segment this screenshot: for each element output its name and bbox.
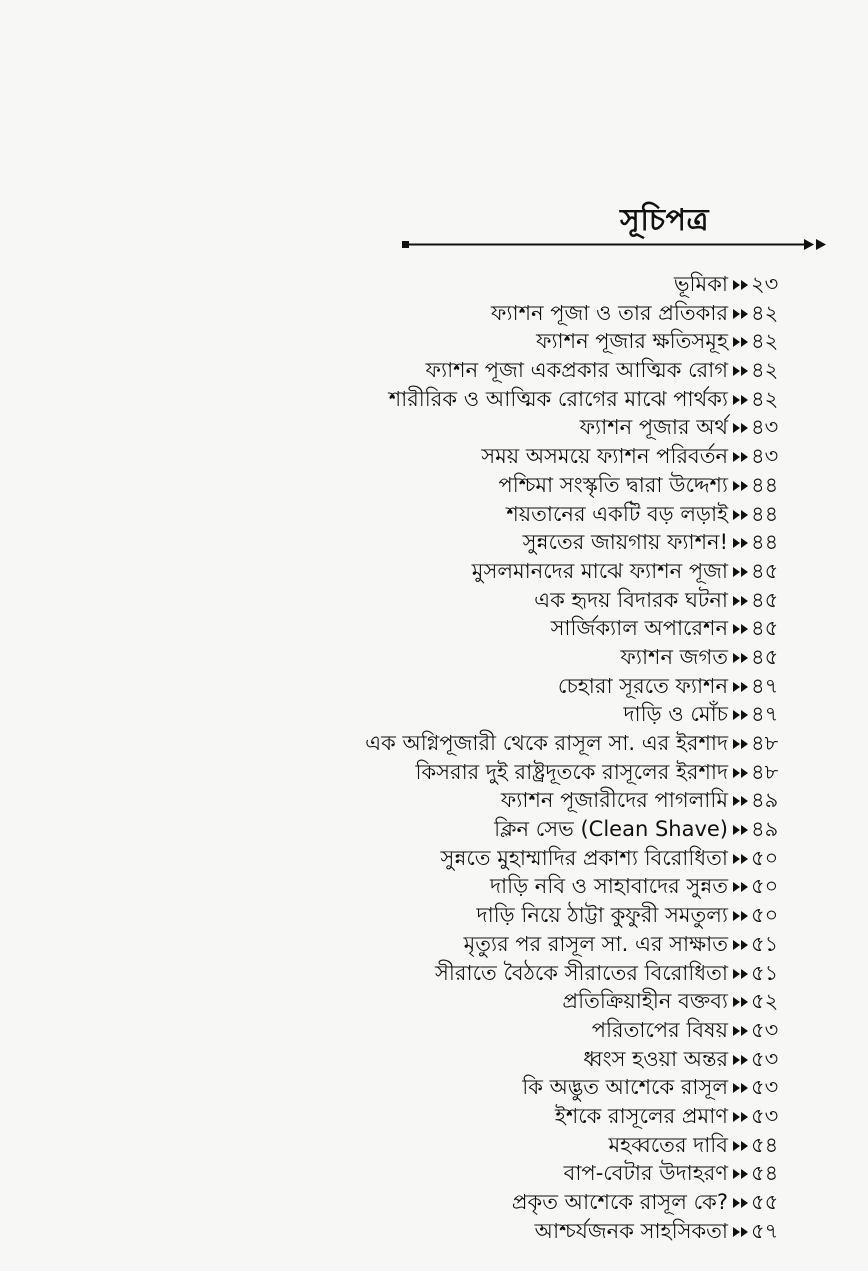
toc-entry [0,1217,868,1246]
toc-entry-title: দাড়ি নিয়ে ঠাট্টা কুফুরী সমতুল্য [476,903,728,928]
toc-entry-title: ফ্যাশন জগত [620,644,728,669]
double-arrow-icon [733,1140,749,1152]
toc-entry-page: ৪২ [751,329,779,354]
double-arrow-icon [733,480,749,492]
table-of-contents [0,270,868,1245]
double-arrow-icon [733,853,749,865]
toc-entry-title: এক অগ্নিপূজারী থেকে রাসূল সা. এর ইরশাদ [365,731,728,755]
toc-entry-page: ৪৩ [751,444,779,469]
double-arrow-icon [733,1226,749,1238]
double-arrow-icon [733,308,749,320]
toc-entry-page: ৪৪ [751,472,779,497]
double-arrow-icon [733,623,749,635]
toc-entry-page: ৫২ [751,989,779,1014]
toc-entry-title: প্রকৃত আশেকে রাসূল কে? [511,1190,728,1214]
double-arrow-icon [733,881,749,893]
toc-entry [0,299,868,328]
toc-entry [0,786,868,815]
toc-entry-title: ফ্যাশন পূজা একপ্রকার আত্মিক রোগ [425,358,728,383]
toc-entry-title: সীরাতে বৈঠকে সীরাতের বিরোধিতা [435,960,728,985]
page-title: সূচিপত্র [620,203,709,238]
double-arrow-icon [733,1025,749,1037]
double-arrow-icon [733,709,749,721]
toc-entry [0,1131,868,1160]
toc-entry [0,1016,868,1045]
toc-entry [0,643,868,672]
toc-entry-title: আশ্চর্যজনক সাহসিকতা [534,1218,728,1243]
toc-entry [0,385,868,414]
double-arrow-icon [733,451,749,463]
toc-entry-page: ৪৫ [751,558,779,583]
toc-entry-page: ৪৭ [751,702,779,727]
toc-entry-title: পরিতাপের বিষয় [591,1017,728,1042]
double-arrow-icon [733,365,749,377]
toc-entry-page: ৫৪ [751,1132,779,1157]
toc-entry-title: ফ্যাশন পূজার ক্ষতিসমূহ [536,329,728,354]
toc-entry-title: শয়তানের একটি বড় লড়াই [506,501,728,526]
toc-entry-page: ৫৩ [751,1046,779,1071]
toc-entry-title: দাড়ি ও মোঁচ [623,702,728,727]
toc-entry-title: সার্জিক্যাল অপারেশন [550,616,728,641]
toc-entry-page: ৪৭ [751,673,779,698]
toc-entry [0,442,868,471]
toc-entry-title: সুন্নতের জায়গায় ফ্যাশন! [522,530,728,555]
toc-entry [0,700,868,729]
toc-entry [0,471,868,500]
toc-entry-title: বাপ-বেটার উদাহরণ [563,1161,728,1186]
double-arrow-icon [733,566,749,578]
toc-entry [0,413,868,442]
toc-entry-title: চেহারা সূরতে ফ্যাশন [557,673,728,698]
double-arrow-icon [733,910,749,922]
toc-entry-page: ৪৫ [751,587,779,612]
toc-entry-title: প্রতিক্রিয়াহীন বক্তব্য [562,989,728,1014]
toc-entry [0,1159,868,1188]
double-arrow-icon [733,996,749,1008]
double-arrow-icon [733,422,749,434]
toc-entry-title: মুসলমানদের মাঝে ফ্যাশন পূজা [471,558,728,583]
toc-entry-page: ৪২ [751,358,779,383]
toc-entry-page: ৫৪ [751,1161,779,1186]
toc-entry-page: ৪৯ [751,788,779,813]
toc-entry-page: ৫৩ [751,1017,779,1042]
toc-entry-title: ধ্বংস হওয়া অন্তর [583,1046,728,1071]
toc-entry-title: সময় অসময়ে ফ্যাশন পরিবর্তন [481,444,728,469]
double-arrow-icon [733,279,749,291]
toc-entry-page: ২৩ [751,272,779,296]
toc-entry-page: ৫৩ [751,1103,779,1128]
toc-entry-title: ফ্যাশন পূজার অর্থ [579,415,728,440]
toc-entry [0,356,868,385]
toc-entry [0,1073,868,1102]
toc-entry-page: ৪৪ [751,501,779,526]
double-arrow-icon [733,795,749,807]
toc-entry-title: ফ্যাশন পূজা ও তার প্রতিকার [491,300,728,325]
toc-entry-title: ভূমিকা [673,272,728,296]
title-rule-arrow [402,237,828,253]
toc-entry-page: ৫১ [751,960,779,985]
toc-entry [0,528,868,557]
toc-entry-title: কি অদ্ভুত আশেকে রাসূল [522,1075,728,1100]
toc-entry [0,987,868,1016]
double-arrow-icon [733,595,749,607]
double-arrow-icon [733,1054,749,1066]
toc-entry-page: ৪৪ [751,530,779,555]
toc-entry [0,959,868,988]
double-arrow-icon [733,968,749,980]
toc-entry-title: মহব্বতের দাবি [608,1132,728,1157]
toc-entry [0,500,868,529]
toc-entry-page: ৪৫ [751,644,779,669]
toc-entry-page: ৫৩ [751,1075,779,1100]
toc-entry-page: ৫০ [751,903,779,928]
toc-entry-page: ৫১ [751,931,779,956]
toc-entry-page: ৪৯ [751,817,779,842]
double-arrow-icon [733,537,749,549]
toc-entry [0,844,868,873]
toc-entry [0,270,868,299]
toc-entry-title: মৃত্যুর পর রাসূল সা. এর সাক্ষাত [463,931,728,956]
double-arrow-icon [733,1197,749,1209]
double-arrow-icon [733,509,749,521]
toc-entry [0,815,868,844]
toc-entry-page: ৪২ [751,386,779,411]
toc-entry-title: ইশকে রাসূলের প্রমাণ [554,1103,728,1128]
double-arrow-icon [733,336,749,348]
toc-entry [0,729,868,758]
toc-entry [0,614,868,643]
toc-entry [0,758,868,787]
toc-entry [0,1188,868,1217]
toc-entry-page: ৪২ [751,300,779,325]
toc-entry-title: এক হৃদয় বিদারক ঘটনা [534,587,728,612]
double-arrow-icon [733,1111,749,1123]
double-arrow-icon [733,652,749,664]
toc-entry [0,1045,868,1074]
toc-entry [0,672,868,701]
toc-entry-title: সুন্নতে মুহাম্মাদির প্রকাশ্য বিরোধিতা [440,845,728,870]
double-arrow-icon [733,1082,749,1094]
toc-entry-page: ৪৮ [751,731,779,755]
toc-entry [0,1102,868,1131]
double-arrow-icon [733,939,749,951]
toc-entry-title: শারীরিক ও আত্মিক রোগের মাঝে পার্থক্য [388,386,728,411]
toc-entry [0,930,868,959]
toc-entry-page: ৫০ [751,845,779,870]
toc-entry-page: ৪৩ [751,415,779,440]
toc-entry [0,557,868,586]
toc-entry-page: ৫৫ [751,1190,779,1214]
double-arrow-icon [733,738,749,750]
toc-entry-page: ৪৫ [751,616,779,641]
toc-entry [0,901,868,930]
toc-entry [0,327,868,356]
double-arrow-icon [733,1168,749,1180]
double-arrow-icon [733,681,749,693]
toc-entry [0,586,868,615]
toc-entry-page: ৪৮ [751,759,779,784]
double-arrow-icon [733,767,749,779]
toc-entry-title: ফ্যাশন পূজারীদের পাগলামি [500,788,728,813]
toc-entry-title: পশ্চিমা সংস্কৃতি দ্বারা উদ্দেশ্য [498,472,728,497]
toc-entry-page: ৫৭ [751,1218,779,1243]
toc-entry [0,872,868,901]
toc-entry-title: ক্লিন সেভ (Clean Shave) [494,817,728,842]
double-arrow-icon [733,394,749,406]
toc-entry-page: ৫০ [751,874,779,899]
double-arrow-icon [733,824,749,836]
toc-entry-title: কিসরার দুই রাষ্ট্রদূতকে রাসূলের ইরশাদ [415,759,728,784]
toc-entry-title: দাড়ি নবি ও সাহাবাদের সুন্নত [489,874,728,899]
